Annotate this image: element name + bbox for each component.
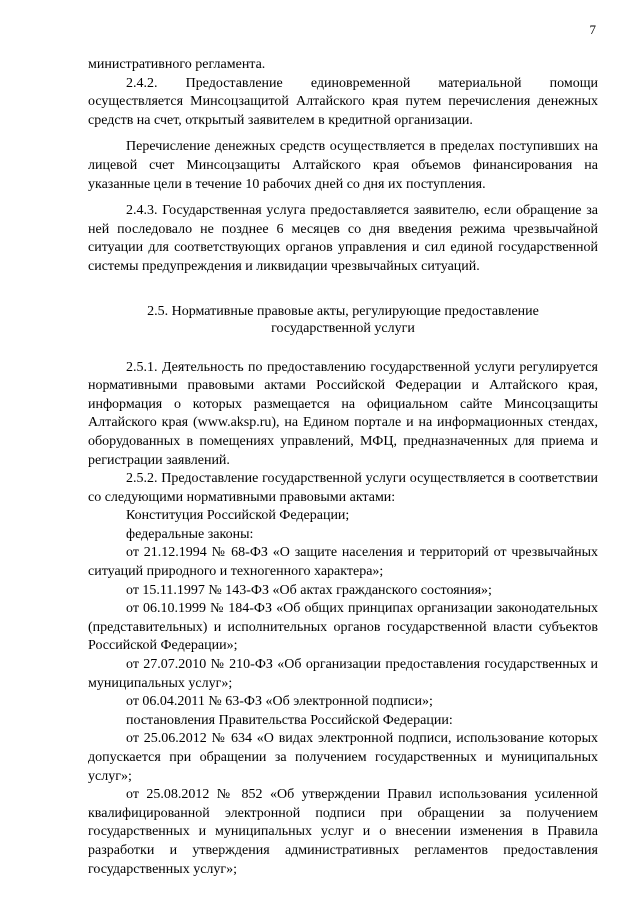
- list-item: от 25.08.2012 № 852 «Об утверждении Правил использования усиленной квалифицированной электронной подписи при обращении за получением государственных и муниципальных услуг и о внесении изменения в Правила разработки и утверждения административных регламентов предоставления государственных услуг»;: [88, 787, 598, 877]
- list-item: от 21.12.1994 № 68-ФЗ «О защите населения и территорий от чрезвычайных ситуаций природного и техногенного характера»;: [88, 545, 598, 580]
- list-item: от 06.10.1999 № 184-ФЗ «Об общих принципах организации законодательных (представительных) и исполнительных органов государственной власти субъектов Российской Федерации»;: [88, 601, 598, 654]
- list-item: от 06.04.2011 № 63-ФЗ «Об электронной подписи»;: [126, 694, 433, 710]
- list-item: от 15.11.1997 № 143-ФЗ «Об актах гражданского состояния»;: [126, 582, 492, 598]
- paragraph-2-4-3: 2.4.3. Государственная услуга предоставляется заявителю, если обращение за ней последовало не позднее 6 месяцев со дня введения режима чрезвычайной ситуации для соответствующих органов управления и сил единой государственной системы предупреждения и ликвидации чрезвычайных ситуаций.: [88, 203, 598, 274]
- list-item: постановления Правительства Российской Федерации:: [126, 712, 453, 728]
- paragraph: министративного регламента.: [88, 57, 266, 72]
- section-heading-2-5: [88, 303, 598, 337]
- paragraph-2-5-2: 2.5.2. Предоставление государственной услуги осуществляется в соответствии со следующими нормативными правовыми актами:: [88, 471, 598, 505]
- paragraph-2-5-1: 2.5.1. Деятельность по предоставлению государственной услуги регулируется нормативными правовыми актами Российской Федерации и Алтайского края, информация о которых размещается на официальном сайте Минсоцзащиты Алтайского края (www.aksp.ru), на Едином портале и на информационных стендах, оборудованных в помещениях управлений, МФЦ, предназначенных для приема и регистрации заявлений.: [88, 359, 598, 468]
- paragraph-2-4-2: 2.4.2. Предоставление единовременной материальной помощи осуществляется Минсоцзащитой Алтайского края путем перечисления денежных средств на счет, открытый заявителем в кредитной организации.: [88, 75, 598, 128]
- list-item: Конституция Российской Федерации;: [126, 508, 350, 524]
- list-item: федеральные законы:: [126, 526, 254, 542]
- document-body: [88, 56, 598, 879]
- heading-line: государственной услуги: [271, 320, 415, 336]
- paragraph: Перечисление денежных средств осуществляется в пределах поступивших на лицевой счет Минсоцзащиты Алтайского края объемов финансирования на указанные цели в течение 10 рабочих дней со дня их поступления.: [88, 139, 598, 192]
- page-number: 7: [589, 22, 596, 37]
- list-item: от 25.06.2012 № 634 «О видах электронной подписи, использование которых допускается при обращении за получением государственных и муниципальных услуг»;: [88, 731, 598, 784]
- heading-line: 2.5. Нормативные правовые акты, регулирующие предоставление: [147, 303, 539, 319]
- list-item: от 27.07.2010 № 210-ФЗ «Об организации предоставления государственных и муниципальных услуг»;: [88, 657, 598, 691]
